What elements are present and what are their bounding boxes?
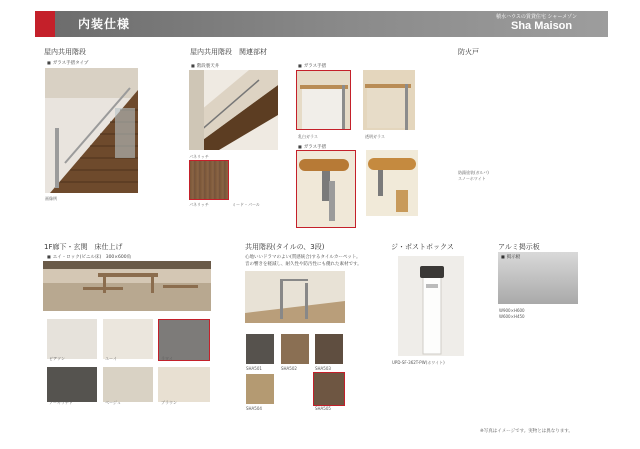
handrail-photo-1 xyxy=(296,150,356,228)
stairs-caption: 画像例 xyxy=(45,196,57,201)
floor-label-6: ブラウン xyxy=(161,400,177,405)
sign-caption-1: W900×H600 xyxy=(499,308,525,313)
floor-label-5: ベージュ xyxy=(105,400,121,405)
sign-board xyxy=(498,252,578,304)
stair-tile-photo xyxy=(245,271,345,323)
fire-door-title: 防火戸 xyxy=(458,48,479,56)
stair-parts-title: 屋内共用階段 関連部材 xyxy=(190,48,267,56)
tile-label-5: SHA505 xyxy=(315,406,331,411)
glass-top-subtitle: ■ ガラス手摺 xyxy=(298,144,326,150)
tile-label-1: SHA501 xyxy=(246,366,262,371)
floor-subtitle: ■ エイ・ロック(ビニル床) 300×600角 xyxy=(47,254,131,260)
handrail-photo-2 xyxy=(366,150,418,216)
floor-label-3: ラワイ xyxy=(161,356,173,361)
glass-caption-1: 乳白ガラス xyxy=(298,134,318,139)
glass-caption-2: 透明ガラス xyxy=(365,134,385,139)
tile-swatch-5 xyxy=(313,372,345,406)
tile-swatch-4 xyxy=(246,374,274,404)
glass-photo-1 xyxy=(296,70,351,130)
ceiling-wood-swatch xyxy=(189,160,229,200)
stair-tile-desc-2: 音の響きを軽減し、耐久性や防汚性にも優れた素材です。 xyxy=(245,262,362,267)
brand-tagline: 積水ハウスの賃貸住宅 シャーメゾン xyxy=(496,14,577,20)
stairs-title: 屋内共用階段 xyxy=(44,48,86,56)
mailbox-title: ジ・ポストボックス xyxy=(391,243,454,251)
floor-label-4: アーキラチド xyxy=(49,400,73,405)
header-accent xyxy=(35,11,55,37)
stair-tile-desc-1: 心地いいドラマのよい(質感統合)するタイルカーペット。 xyxy=(245,255,361,260)
floor-swatch-4 xyxy=(47,367,97,402)
ceiling-photo xyxy=(189,70,278,150)
footnote: ※写真はイメージです。実物とは異なります。 xyxy=(480,429,573,434)
wood-caption-1: パネリッチ xyxy=(189,202,209,207)
floor-label-2: ユーイ xyxy=(105,356,117,361)
sign-caption-2: W600×H450 xyxy=(499,314,525,319)
mailbox-caption: UPD-SF-362T-PW(ホワイト) xyxy=(392,360,445,365)
tile-label-4: SHA504 xyxy=(246,406,262,411)
floor-swatch-1 xyxy=(47,319,97,359)
page-title: 内装仕様 xyxy=(78,17,131,31)
tile-swatch-3 xyxy=(315,334,343,364)
wood-caption-2: ミード・パール xyxy=(232,202,260,207)
ceiling-caption: パネリッチ xyxy=(189,154,209,159)
sign-title: アルミ掲示板 xyxy=(498,243,540,251)
stairs-photo xyxy=(45,68,138,193)
mailbox-photo xyxy=(398,256,464,356)
tile-swatch-1 xyxy=(246,334,274,364)
tile-swatch-2 xyxy=(281,334,309,364)
floor-swatch-5 xyxy=(103,367,153,402)
ceiling-subtitle: ■ 階段裏天井 xyxy=(191,63,219,69)
fire-door-caption-1: 防錆塗装(ガルバ) xyxy=(458,170,489,175)
tile-label-2: SHA502 xyxy=(281,366,297,371)
tile-label-3: SHA503 xyxy=(315,366,331,371)
fire-door-photo xyxy=(458,68,512,168)
fire-door-caption-2: スノーホワイト xyxy=(458,176,486,181)
floor-swatch-2 xyxy=(103,319,153,359)
glass-photo-2 xyxy=(363,70,415,130)
floor-label-1: ピアソン xyxy=(49,356,65,361)
floor-swatch-6 xyxy=(158,367,210,402)
stairs-subtitle: ■ ガラス手摺タイプ xyxy=(47,60,88,66)
sign-placeholder: ■ 掲示板 xyxy=(501,254,520,260)
glass-subtitle: ■ ガラス手摺 xyxy=(298,63,326,69)
floor-photo xyxy=(43,261,211,311)
stair-tile-title: 共用階段(タイルの、3段) xyxy=(245,243,325,251)
floor-title: 1F廊下・玄関 床仕上げ xyxy=(44,243,123,251)
floor-swatch-3 xyxy=(158,319,210,361)
brand-logo: Sha Maison xyxy=(511,20,573,32)
